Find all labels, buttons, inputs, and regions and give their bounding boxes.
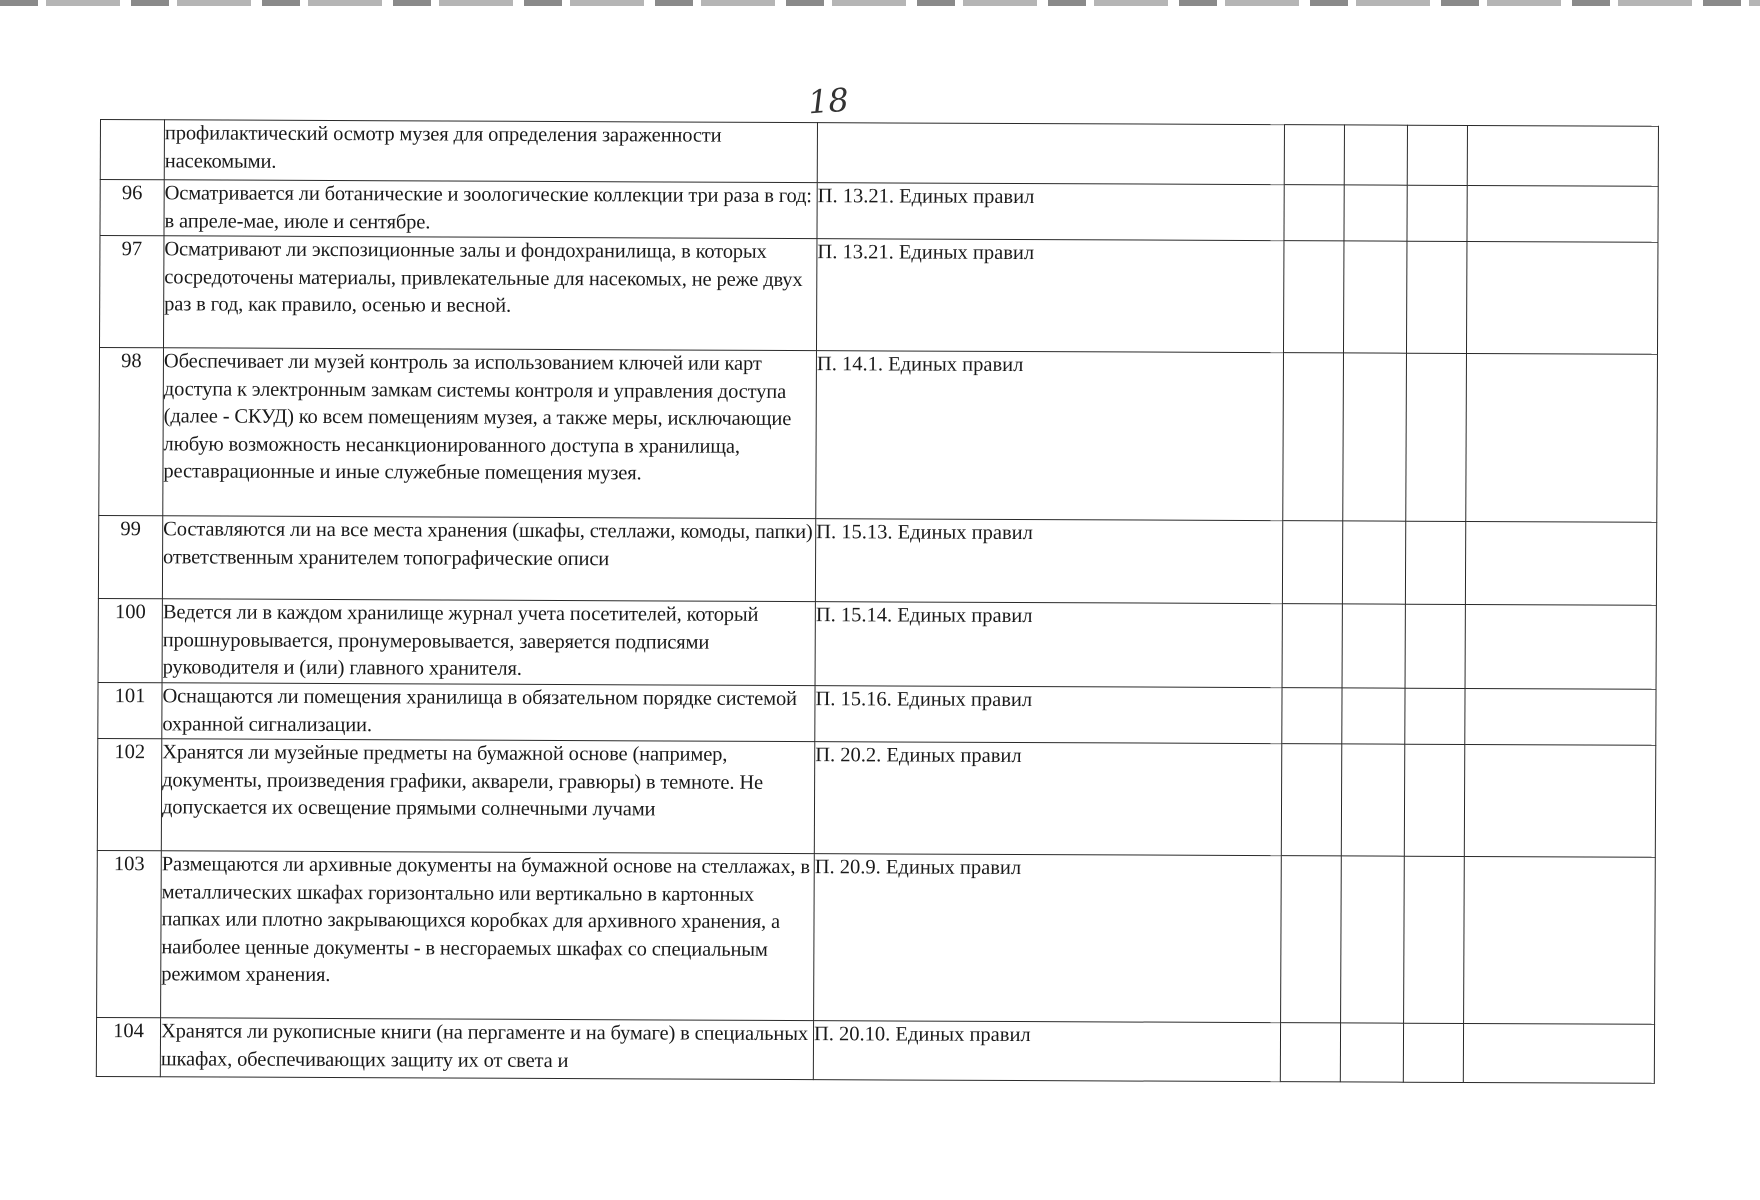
answer-cell (1342, 688, 1405, 744)
answer-cell (1341, 744, 1404, 856)
answer-cell (1405, 604, 1465, 688)
comment-cell (1463, 1023, 1654, 1083)
answer-cell (1342, 521, 1405, 604)
answer-cell (1407, 125, 1467, 185)
row-number (100, 120, 164, 180)
answer-cell (1283, 241, 1343, 353)
question-cell: Размещаются ли архивные документы на бумажной основе на стеллажах, в металлических шкафах горизонтально или вертикально в картонных папках или плотно закрывающихся коробках для архивного хранения, а наиболее ценные документы - в несгораемых шкафах со специальным режимом хранения. (161, 851, 815, 1021)
reference-cell: П. 20.9. Единых правил (814, 854, 1282, 1023)
row-number: 96 (100, 180, 164, 236)
answer-cell (1403, 1023, 1463, 1082)
checklist-sheet (96, 119, 1658, 1084)
comment-cell (1466, 353, 1658, 522)
table-row (99, 348, 1658, 523)
answer-cell (1283, 353, 1344, 521)
reference-cell (817, 123, 1284, 185)
answer-cell (1282, 688, 1342, 744)
comment-cell (1465, 521, 1656, 605)
question-cell: Осматривают ли экспозиционные залы и фондохранилища, в которых сосредоточены материалы, привлекательные для насекомых, не реже двух раз в год, как правило, осенью и весной. (164, 236, 817, 351)
row-number: 99 (98, 515, 162, 598)
answer-cell (1342, 604, 1405, 688)
answer-cell (1405, 688, 1465, 744)
row-number: 97 (100, 236, 164, 348)
row-number: 104 (96, 1017, 160, 1076)
comment-cell (1467, 125, 1658, 186)
table-row (97, 738, 1655, 857)
reference-cell: П. 20.10. Единых правил (813, 1021, 1280, 1082)
answer-cell (1405, 521, 1465, 604)
table-row (100, 120, 1658, 187)
comment-cell (1465, 688, 1656, 745)
answer-cell (1407, 185, 1467, 241)
table-row (100, 236, 1658, 355)
answer-cell (1284, 125, 1344, 185)
answer-cell (1341, 856, 1405, 1023)
question-cell: Составляются ли на все места хранения (шкафы, стеллажи, комоды, папки) ответственным хранителем топографические описи (162, 516, 815, 602)
question-cell: Оснащаются ли помещения хранилища в обязательном порядке системой охранной сигнализации. (162, 683, 815, 742)
answer-cell (1404, 856, 1465, 1023)
scan-top-edge (0, 0, 1760, 6)
question-cell: Хранятся ли рукописные книги (на пергаменте и на бумаге) в специальных шкафах, обеспечивающих защиту их от света и (160, 1018, 813, 1080)
answer-cell (1343, 241, 1406, 353)
answer-cell (1281, 856, 1342, 1023)
checklist-table (96, 119, 1659, 1084)
answer-cell (1343, 353, 1407, 521)
reference-cell: П. 15.14. Единых правил (815, 602, 1282, 688)
question-cell: профилактический осмотр музея для определения зараженности насекомыми. (164, 120, 817, 183)
question-cell: Обеспечивает ли музей контроль за использованием ключей или карт доступа к электронным замкам системы контроля и управления доступа (далее - СКУД) ко всем помещениям музея, а также меры, исключающие любую возможность несанкционированного доступа в хранилища, реставрационные и иные служебные помещения музея. (163, 348, 817, 519)
reference-cell: П. 15.16. Единых правил (815, 686, 1282, 744)
answer-cell (1404, 744, 1464, 856)
table-row (98, 682, 1656, 745)
row-number: 101 (98, 682, 162, 738)
answer-cell (1344, 125, 1407, 185)
answer-cell (1281, 744, 1341, 856)
reference-cell: П. 14.1. Единых правил (816, 351, 1284, 521)
answer-cell (1282, 604, 1342, 688)
reference-cell: П. 13.21. Единых правил (817, 183, 1284, 241)
reference-cell: П. 15.13. Единых правил (815, 519, 1282, 604)
answer-cell (1344, 185, 1407, 241)
comment-cell (1466, 241, 1657, 354)
answer-cell (1406, 353, 1467, 521)
question-cell: Ведется ли в каждом хранилище журнал учета посетителей, который прошнуровывается, пронумеровывается, заверяется подписями руководителя и (или) главного хранителя. (162, 599, 815, 686)
question-cell: Хранятся ли музейные предметы на бумажной основе (например, документы, произведения графики, акварели, гравюры) в темноте. Не допускается их освещение прямыми солнечными лучами (161, 739, 814, 854)
answer-cell (1340, 1023, 1403, 1082)
row-number: 98 (99, 348, 164, 516)
reference-cell: П. 20.2. Единых правил (814, 742, 1281, 856)
table-row (100, 180, 1658, 243)
table-row (97, 850, 1656, 1024)
question-cell: Осматривается ли ботанические и зоологические коллекции три раза в год: в апреле-мае, июле и сентябре. (164, 180, 817, 239)
comment-cell (1464, 744, 1655, 857)
comment-cell (1464, 856, 1656, 1024)
answer-cell (1280, 1023, 1340, 1082)
page-number: 18 (806, 80, 850, 122)
row-number: 103 (97, 850, 162, 1017)
answer-cell (1284, 185, 1344, 241)
comment-cell (1467, 185, 1658, 242)
answer-cell (1282, 521, 1342, 604)
row-number: 102 (97, 738, 161, 850)
row-number: 100 (98, 598, 162, 682)
reference-cell: П. 13.21. Единых правил (816, 239, 1283, 353)
table-row (96, 1017, 1654, 1083)
table-row (98, 598, 1656, 689)
comment-cell (1465, 604, 1656, 689)
answer-cell (1406, 241, 1466, 353)
table-row (98, 515, 1656, 605)
